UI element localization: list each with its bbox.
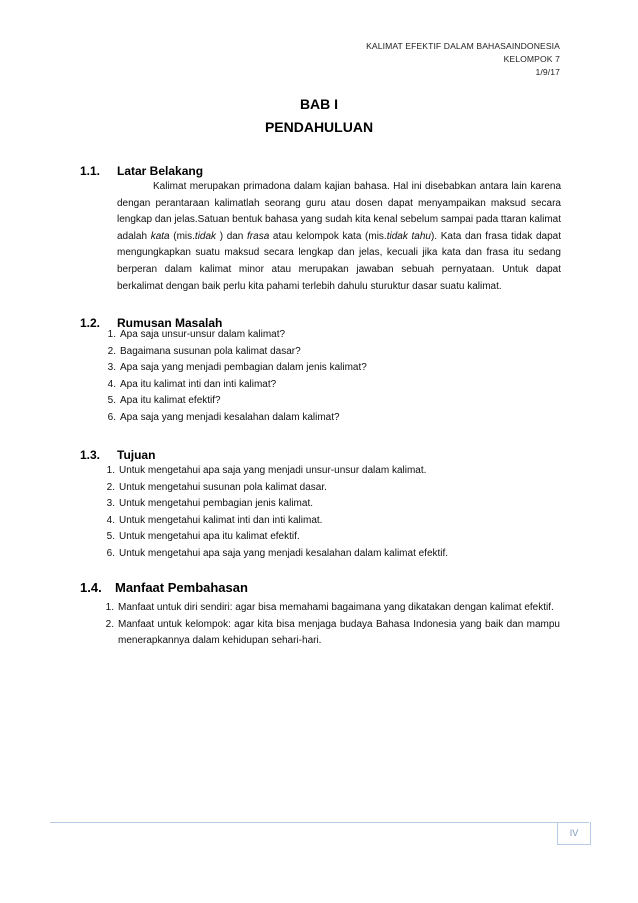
- footer-rule: [50, 822, 589, 823]
- italic-term: tidak: [194, 230, 217, 242]
- list-item: 2. Untuk mengetahui susunan pola kalimat dasar.: [106, 481, 327, 493]
- section-heading-latar-belakang: [80, 164, 203, 178]
- list-item-text: Untuk mengetahui apa saja yang menjadi unsur-unsur dalam kalimat.: [119, 465, 427, 476]
- list-item: 1. Manfaat untuk diri sendiri: agar bisa memahami bagaimana yang dikatakan dengan kalimat efektif.: [105, 602, 554, 613]
- italic-term: kata: [150, 230, 170, 242]
- header-group: KELOMPOK 7: [503, 54, 560, 64]
- background-paragraph: [117, 179, 561, 295]
- list-item-text: Untuk mengetahui susunan pola kalimat dasar.: [119, 481, 327, 493]
- section-heading-manfaat: [80, 580, 248, 595]
- text-run: atau kelompok kata (mis.: [269, 230, 387, 242]
- list-item: 4. Untuk mengetahui kalimat inti dan inti kalimat.: [106, 514, 323, 526]
- problem-list: [107, 327, 367, 427]
- section-number: 1.2.: [80, 316, 101, 330]
- header-title: KALIMAT EFEKTIF DALAM BAHASAINDONESIA: [366, 41, 560, 51]
- italic-term: tidak tahu: [386, 230, 431, 242]
- list-item-text: Apa itu kalimat inti dan inti kalimat?: [120, 378, 277, 390]
- list-item: 1. Untuk mengetahui apa saja yang menjadi unsur-unsur dalam kalimat.: [106, 465, 427, 476]
- section-heading-tujuan: [80, 448, 155, 462]
- italic-term: frasa: [247, 230, 270, 242]
- list-item-text: Apa saja yang menjadi pembagian dalam jenis kalimat?: [120, 362, 367, 374]
- list-item: 6. Apa saja yang menjadi kesalahan dalam kalimat?: [107, 411, 340, 423]
- list-item: 1. Apa saja unsur-unsur dalam kalimat?: [107, 329, 286, 340]
- text-run: ) dan: [216, 230, 248, 242]
- running-header: [366, 40, 560, 79]
- header-date: 1/9/17: [535, 67, 560, 77]
- chapter-title: PENDAHULUAN: [264, 119, 374, 135]
- section-title: Latar Belakang: [117, 164, 204, 178]
- section-title: Manfaat Pembahasan: [115, 580, 248, 595]
- text-run: (mis.: [169, 230, 195, 242]
- list-item-text: Apa saja unsur-unsur dalam kalimat?: [120, 329, 286, 340]
- page-number: IV: [569, 828, 579, 838]
- section-number: 1.1.: [80, 164, 101, 178]
- list-item-text: Untuk mengetahui kalimat inti dan inti kalimat.: [119, 514, 323, 526]
- list-item: 4. Apa itu kalimat inti dan inti kalimat?: [107, 378, 277, 390]
- benefits-list: [105, 600, 560, 650]
- list-item-text: Manfaat untuk diri sendiri: agar bisa memahami bagaimana yang dikatakan dengan kalimat efektif.: [118, 602, 554, 613]
- list-item: 2. Bagaimana susunan pola kalimat dasar?: [107, 345, 301, 357]
- list-item: 3. Untuk mengetahui pembagian jenis kalimat.: [106, 498, 313, 510]
- text-run: ). Kata dan frasa tidak dapat mengungkapkan suatu maksud secara lengkap dan jelas, kecuali jika kata dan frasa itu sedang berperan dalam kalimat minor atau merupakan jawaban sebuah pernyataan. Untuk dapat berkalimat dengan baik perlu kita pahami terlebih dahulu sturuktur dasar suatu kalimat.: [117, 230, 561, 292]
- objectives-list: [106, 463, 449, 563]
- section-number: 1.4.: [80, 580, 102, 595]
- list-item-text: Untuk mengetahui apa itu kalimat efektif.: [119, 531, 300, 543]
- section-number: 1.3.: [80, 448, 101, 462]
- list-item: 5. Apa itu kalimat efektif?: [107, 395, 221, 407]
- chapter-number: BAB I: [299, 96, 339, 112]
- section-title: Tujuan: [117, 448, 156, 462]
- list-item-text: Bagaimana susunan pola kalimat dasar?: [120, 345, 301, 357]
- list-item: 5. Untuk mengetahui apa itu kalimat efektif.: [106, 531, 300, 543]
- list-item-text: Untuk mengetahui apa saja yang menjadi kesalahan dalam kalimat efektif.: [119, 547, 449, 559]
- list-item-text: Apa saja yang menjadi kesalahan dalam kalimat?: [120, 411, 340, 423]
- list-item-text: Untuk mengetahui pembagian jenis kalimat.: [119, 498, 313, 510]
- section-title: Rumusan Masalah: [117, 316, 223, 330]
- list-item-text: Apa itu kalimat efektif?: [120, 395, 221, 407]
- list-item: 2. Manfaat untuk kelompok: agar kita bisa menjaga budaya Bahasa Indonesia yang baik dan mampu menerapkannya dalam kehidupan sehari-hari.: [105, 618, 560, 647]
- list-item-text: Manfaat untuk kelompok: agar kita bisa menjaga budaya Bahasa Indonesia yang baik dan mampu menerapkannya dalam kehidupan sehari-hari.: [118, 618, 560, 647]
- page-number-box: [557, 822, 591, 845]
- list-item: 6. Untuk mengetahui apa saja yang menjadi kesalahan dalam kalimat efektif.: [106, 547, 449, 559]
- text-run: Kalimat merupakan primadona dalam kajian bahasa. Hal ini disebabkan antara lain karena dengan perantaraan kalimatlah seorang guru atau dosen dapat menyampaikan maksud secara lengkap dan jelas.Satuan bentuk bahasa yang sudah kita kenal sebelum sampai pada ttaran kalimat adalah: [117, 181, 561, 242]
- list-item: 3. Apa saja yang menjadi pembagian dalam jenis kalimat?: [107, 362, 367, 374]
